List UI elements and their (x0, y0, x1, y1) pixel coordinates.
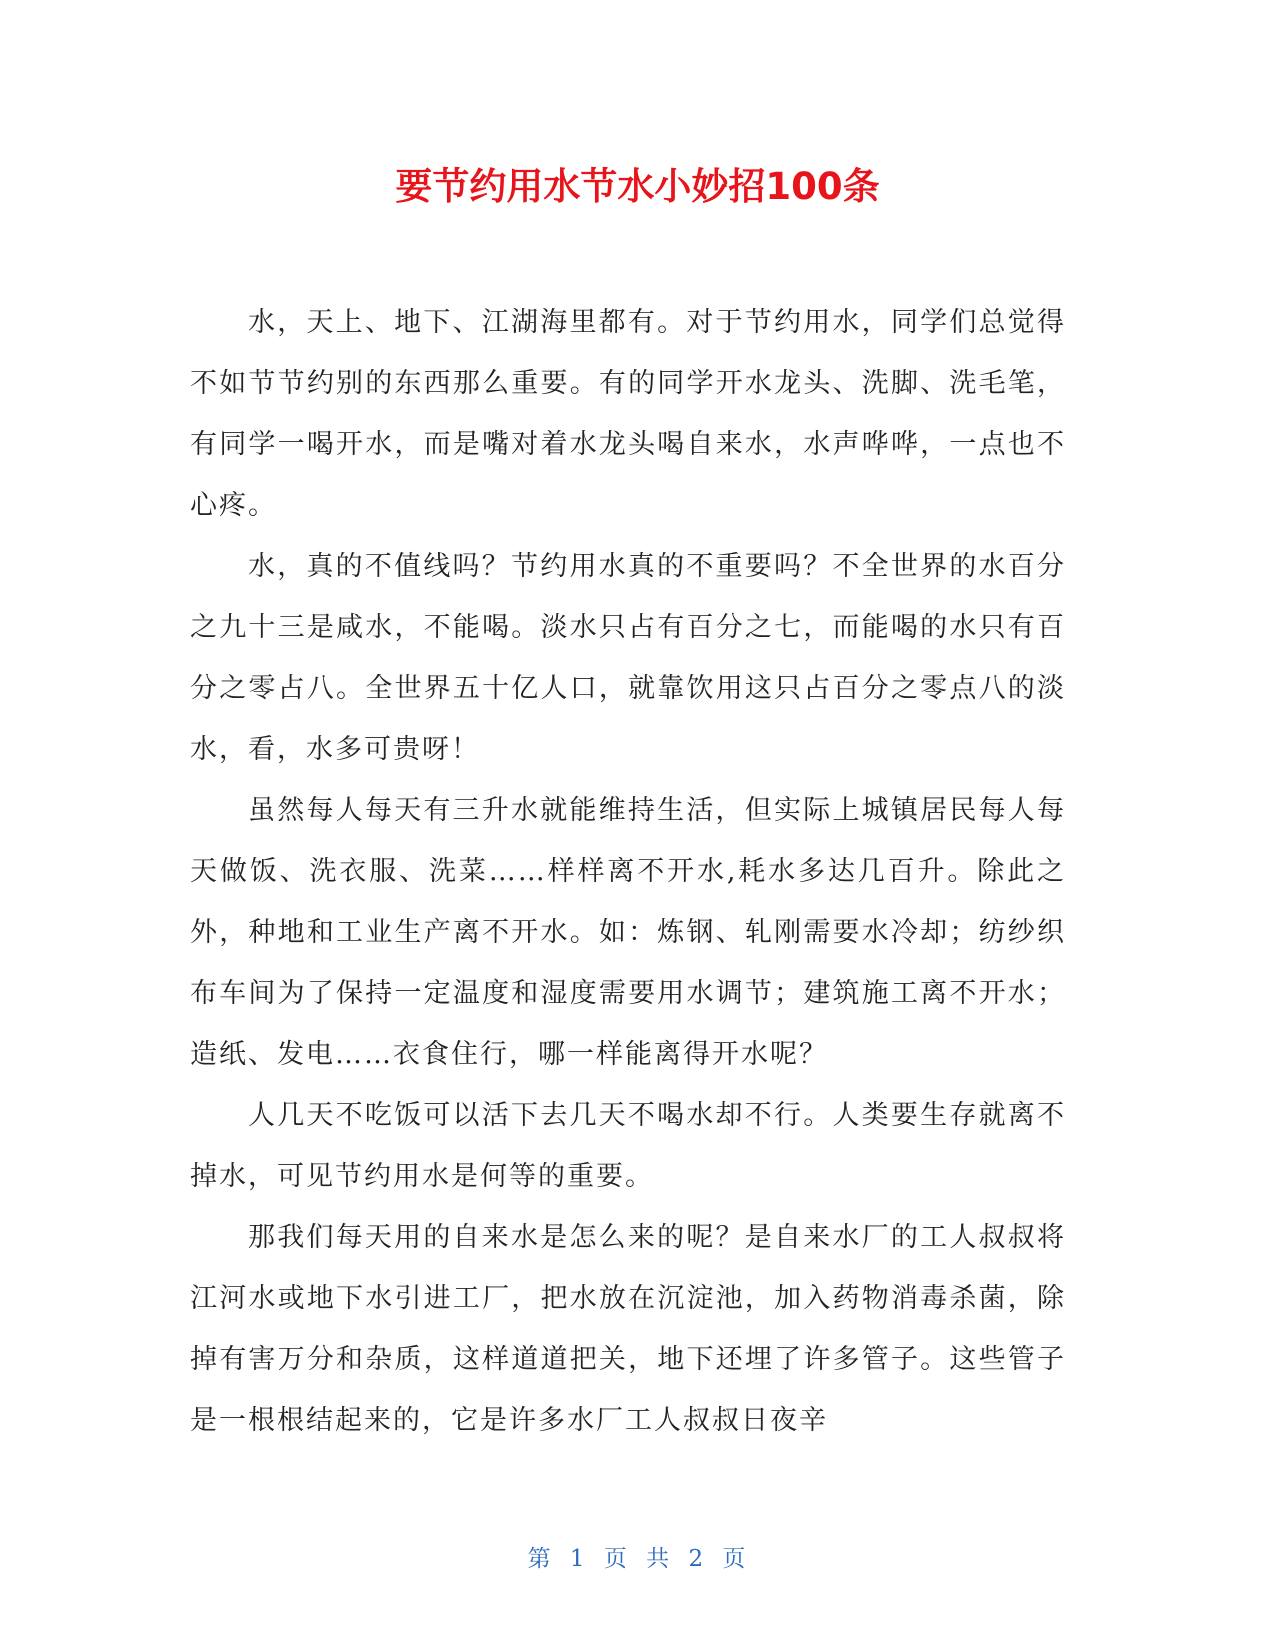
paragraph-2: 水，真的不值线吗？节约用水真的不重要吗？不全世界的水百分之九十三是咸水，不能喝。淡水只占有百分之七，而能喝的水只有百分之零占八。全世界五十亿人口，就靠饮用这只占百分之零点八的淡水，看，水多可贵呀！ (190, 551, 1066, 765)
page-number-footer: 第 1 页 共 2 页 (527, 1546, 748, 1572)
paragraph-5: 那我们每天用的自来水是怎么来的呢？是自来水厂的工人叔叔将江河水或地下水引进工厂，把水放在沉淀池，加入药物消毒杀菌，除掉有害万分和杂质，这样道道把关，地下还埋了许多管子。这些管子是一根根结起来的，它是许多水厂工人叔叔日夜辛 (190, 1222, 1066, 1436)
document-body (190, 292, 1066, 1451)
paragraph-3: 虽然每人每天有三升水就能维持生活，但实际上城镇居民每人每天做饭、洗衣服、洗菜……样样离不开水,耗水多达几百升。除此之外，种地和工业生产离不开水。如：炼钢、轧刚需要水冷却；纺纱织布车间为了保持一定温度和湿度需要用水调节；建筑施工离不开水；造纸、发电……衣食住行，哪一样能离得开水呢？ (190, 795, 1066, 1070)
paragraph-1: 水，天上、地下、江湖海里都有。对于节约用水，同学们总觉得不如节节约别的东西那么重要。有的同学开水龙头、洗脚、洗毛笔，有同学一喝开水，而是嘴对着水龙头喝自来水，水声哗哗，一点也不心疼。 (190, 307, 1066, 521)
paragraph-4: 人几天不吃饭可以活下去几天不喝水却不行。人类要生存就离不掉水，可见节约用水是何等的重要。 (190, 1100, 1066, 1192)
document-title: 要节约用水节水小妙招100条 (395, 165, 880, 208)
